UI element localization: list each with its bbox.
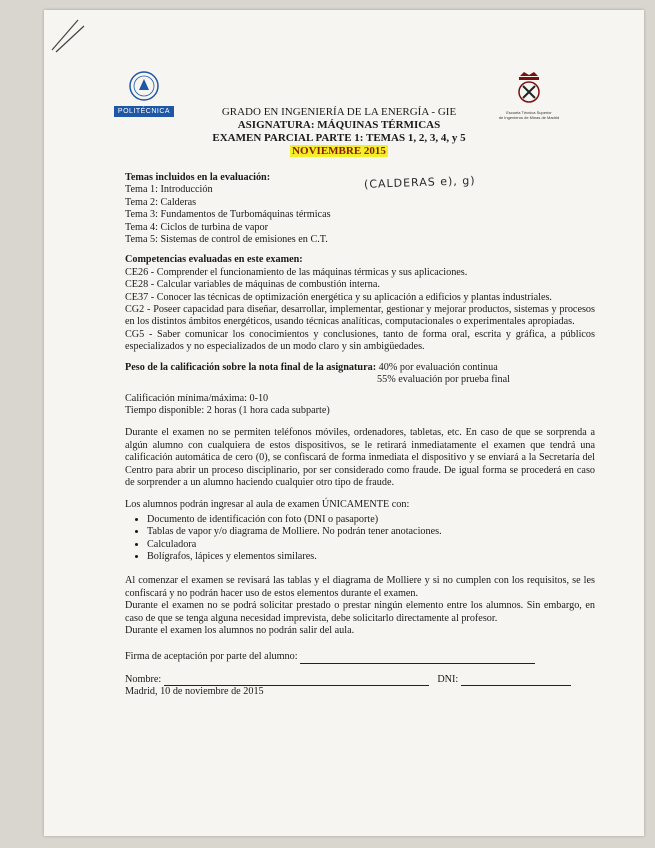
upm-crest-icon <box>128 70 160 102</box>
closing-paragraph-3: Durante el examen los alumnos no podrán salir del aula. <box>125 625 355 636</box>
upm-logo <box>114 70 174 117</box>
materials-item: • Bolígrafos, lápices y elementos similares. <box>147 551 595 563</box>
topic-item: Tema 5: Sistemas de control de emisiones en C.T. <box>125 234 328 246</box>
dni-label: DNI: <box>437 673 459 685</box>
materials-list <box>147 514 595 564</box>
grade-weight-continuous: 40% por evaluación continua <box>378 361 498 373</box>
competence-item: CG5 - Saber comunicar los conocimientos y conclusiones, tanto de forma oral, escrita y gráfica, a públicos especializados y no especializados de un modo claro y sin ambigüedades. <box>125 328 595 353</box>
topic-item: Tema 4: Ciclos de turbina de vapor <box>125 221 269 233</box>
materials-intro: Los alumnos podrán ingresar al aula de examen ÚNICAMENTE con: <box>125 499 410 511</box>
competence-item: CG2 - Poseer capacidad para diseñar, desarrollar, implementar, gestionar y mejorar productos, sistemas y procesos en los distintos ámbitos energéticos, usando técnicas analíticas, computacionales o experimentales apropiadas. <box>125 304 595 328</box>
topic-item: Tema 2: Calderas <box>125 196 197 208</box>
grade-weight-row <box>125 362 595 374</box>
grade-range: Calificación mínima/máxima: 0-10 <box>125 392 269 404</box>
exam-header <box>194 106 484 158</box>
etsi-name-line-1: Escuela Técnica Superior <box>506 110 552 115</box>
materials-item: • Tablas de vapor y/o diagrama de Molliere. No podrán tener anotaciones. <box>147 526 595 538</box>
grade-weight-final: 55% evaluación por prueba final <box>377 374 510 386</box>
grade-weight-label: Peso de la calificación sobre la nota final de la asignatura: <box>125 361 377 373</box>
exam-title: EXAMEN PARCIAL PARTE 1: TEMAS 1, 2, 3, 4, y 5 <box>212 132 466 144</box>
name-line[interactable] <box>164 675 429 686</box>
handwritten-note: (CALDERAS e), g) <box>363 174 476 191</box>
etsi-name-line-2: de Ingenieros de Minas de Madrid <box>498 115 560 120</box>
topic-item: Tema 3: Fundamentos de Turbomáquinas térmicas <box>125 209 331 221</box>
exam-body <box>125 172 595 699</box>
materials-item: • Documento de identificación con foto (DNI o pasaporte) <box>147 514 595 526</box>
signature-line[interactable] <box>300 653 535 664</box>
pencil-marks-icon <box>48 14 88 54</box>
name-dni-row <box>125 674 595 686</box>
topics-title: Temas incluidos en la evaluación: <box>125 172 271 183</box>
exam-sheet <box>44 10 644 836</box>
etsi-crest-icon <box>512 70 546 108</box>
materials-item: • Calculadora <box>147 539 595 551</box>
degree-title: GRADO EN INGENIERÍA DE LA ENERGÍA - GIE <box>221 106 457 118</box>
competence-item: CE26 - Comprender el funcionamiento de las máquinas térmicas y sus aplicaciones. <box>125 266 468 278</box>
signature-row <box>125 651 595 663</box>
exam-date-highlight: NOVIEMBRE 2015 <box>292 145 386 157</box>
competence-item: CE28 - Calcular variables de máquinas de combustión interna. <box>125 279 380 291</box>
closing-paragraph-1: Al comenzar el examen se revisará las tablas y el diagrama de Molliere y si no cumplen con los requisitos, se les confiscará y no podrán hacer uso de estos elementos durante el examen. <box>125 575 595 599</box>
upm-badge: POLITÉCNICA <box>114 106 174 117</box>
signature-label: Firma de aceptación por parte del alumno: <box>125 651 298 663</box>
time-available: Tiempo disponible: 2 horas (1 hora cada subparte) <box>125 404 330 416</box>
subject-title: ASIGNATURA: MÁQUINAS TÉRMICAS <box>237 119 441 131</box>
rules-paragraph: Durante el examen no se permiten teléfonos móviles, ordenadores, tabletas, etc. En caso de que se sorprenda a algún alumno con cualquiera de estos dispositivos, se le retirará inmediatamente el examen que tendrá una calificación automática de cero (0), se confiscará de forma inmediata el dispositivo y se enviará a la Secretaría del Centro para abrir un proceso disciplinario, por ser considerado como fraude. De igual forma se procederá en caso de sorprender a un alumno haciendo cualquier otro tipo de fraude. <box>125 427 595 488</box>
etsi-minas-logo <box>489 70 569 120</box>
dni-line[interactable] <box>461 675 571 686</box>
competences-title: Competencias evaluadas en este examen: <box>125 254 303 266</box>
place-date: Madrid, 10 de noviembre de 2015 <box>125 686 264 698</box>
competence-item: CE37 - Conocer las técnicas de optimización energética y su aplicación a edificios y plantas industriales. <box>125 291 552 303</box>
name-label: Nombre: <box>125 673 162 685</box>
topic-item: Tema 1: Introducción <box>125 184 213 196</box>
closing-paragraph-2: Durante el examen no se podrá solicitar prestado o prestar ningún elemento entre los alumnos. Sin embargo, en caso de que se tenga alguna necesidad imprevista, debe solicitarlo directamente al profesor. <box>125 600 595 624</box>
